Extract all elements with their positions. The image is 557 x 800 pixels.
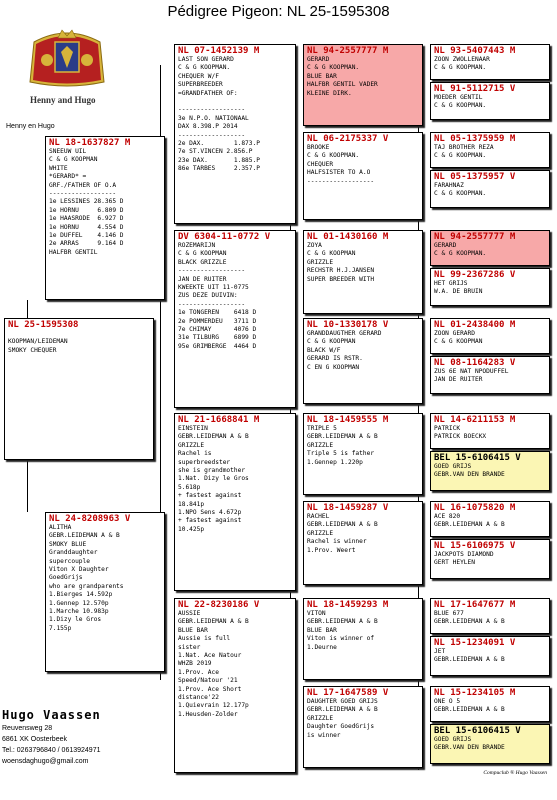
pigeon-details: BLUE 677 GEBR.LEIDEMAN A & B — [434, 610, 505, 626]
pigeon-details: EINSTEIN GEBR.LEIDEMAN A & B GRIZZLE Rachel is superbreedster she is grandmother 1.Nat. Dizy le Gros 5.618p + fastest against 18.841p 1.NPO Sens 4.672p + fastest against 10.425p — [178, 425, 249, 533]
page-title: Pédigree Pigeon: NL 25-1595308 — [167, 3, 390, 20]
ring-number: DV 6304-11-0772 V — [178, 232, 271, 242]
connector-line — [27, 460, 28, 512]
pigeon-details: ZOON GERARD C & G KOOPMAN — [434, 330, 483, 346]
pigeon-card-gen3-7[interactable] — [303, 598, 423, 680]
connector-line — [27, 300, 28, 318]
pigeon-card-subject[interactable] — [4, 318, 154, 460]
pigeon-card-gen3-8[interactable] — [303, 686, 423, 768]
pigeon-details: GERARD C & G KOOPMAN. BLUE BAR HALFBR GENTIL VADER KLEINE DIRK. — [307, 56, 378, 97]
ring-number: NL 10-1330178 V — [307, 320, 389, 330]
pigeon-card-gen4-4[interactable] — [430, 170, 550, 208]
pigeon-card-gen4-5[interactable] — [430, 230, 550, 266]
pigeon-card-gen3-3[interactable] — [303, 230, 423, 314]
ring-number: NL 18-1637827 M — [49, 138, 131, 148]
pigeon-details: TRIPLE 5 GEBR.LEIDEMAN A & B GRIZZLE Triple 5 is father 1.Gennep 1.220p — [307, 425, 378, 466]
ring-number: NL 18-1459293 M — [307, 600, 389, 610]
ring-number: NL 01-2438400 M — [434, 320, 516, 330]
pigeon-details: MOEDER GENTIL C & G KOOPMAN. — [434, 94, 487, 110]
pigeon-card-gen4-10[interactable] — [430, 451, 550, 491]
pigeon-details: GERARD C & G KOOPMAN. — [434, 242, 487, 258]
ring-number: NL 16-1075820 M — [434, 503, 516, 513]
ring-number: NL 15-1234105 M — [434, 688, 516, 698]
pigeon-details: GRANDDAUGTHER GERARD C & G KOOPMAN BLACK W/F GERARD IS RSTR. C EN G KOOPMAN — [307, 330, 382, 371]
ring-number: NL 14-6211153 M — [434, 415, 516, 425]
pigeon-details: VITON GEBR.LEIDEMAN A & B BLUE BAR Viton is winner of 1.Deurne — [307, 610, 378, 651]
pigeon-card-gen3-1[interactable] — [303, 44, 423, 126]
pigeon-card-sire-dam[interactable] — [174, 230, 296, 408]
pigeon-card-gen3-2[interactable] — [303, 132, 423, 220]
pigeon-card-gen4-15[interactable] — [430, 686, 550, 722]
pigeon-details: JACKPOTS DIAMOND GERT HEYLEN — [434, 551, 494, 567]
pigeon-details: AUSSIE GEBR.LEIDEMAN A & B BLUE BAR Aussie is full sister 1.Nat. Ace Natour WHZB 2019 1.Prov. Ace Speed/Natour '21 1.Prov. Ace Short distance'22 1.Quievrain 12.177p 1.Heusden-Zolder — [178, 610, 249, 718]
ring-number: NL 08-1164283 V — [434, 358, 516, 368]
pigeon-details: GOED GRIJS GEBR.VAN DEN BRANDE — [434, 463, 505, 479]
pigeon-details: ALITHA GEBR.LEIDEMAN A & B SMOKY BLUE Granddaughter supercouple Viton X Daughter GoedGrijs who are grandparents 1.Bierges 14.592p 1.Gennep 12.570p 1.Marche 10.983p 1.Dizy le Gros 7.155p — [49, 524, 124, 632]
ring-number: NL 18-1459555 M — [307, 415, 389, 425]
ring-number: NL 17-1647589 V — [307, 688, 389, 698]
ring-number: NL 15-1234091 V — [434, 638, 516, 648]
pigeon-card-dam-sire[interactable] — [174, 413, 296, 591]
ring-number: NL 91-5112715 V — [434, 84, 516, 94]
pigeon-details: ACE 820 GEBR.LEIDEMAN A & B — [434, 513, 505, 529]
ring-number: NL 21-1668841 M — [178, 415, 260, 425]
pigeon-card-sire[interactable] — [45, 136, 165, 300]
ring-number: NL 94-2557777 M — [307, 46, 389, 56]
pigeon-card-dam[interactable] — [45, 512, 165, 672]
pigeon-details: ZUS 6E NAT NPODUFFEL JAN DE RUITER — [434, 368, 509, 384]
credit-text: Compuclub ® Hugo Vaassen — [483, 770, 547, 776]
pigeon-card-dam-dam[interactable] — [174, 598, 296, 773]
ring-number: NL 99-2367286 V — [434, 270, 516, 280]
pigeon-details: JET GEBR.LEIDEMAN A & B — [434, 648, 505, 664]
ring-number: NL 07-1452139 M — [178, 46, 260, 56]
pigeon-card-gen4-8[interactable] — [430, 356, 550, 394]
ring-number: NL 06-2175337 V — [307, 134, 389, 144]
pigeon-details: HET GRIJS W.A. DE BRUIN — [434, 280, 483, 296]
ring-number: NL 18-1459287 V — [307, 503, 389, 513]
pigeon-card-gen3-5[interactable] — [303, 413, 423, 495]
pigeon-details: GOED GRIJS GEBR.VAN DEN BRANDE — [434, 736, 505, 752]
pigeon-card-gen3-6[interactable] — [303, 501, 423, 585]
owner-name: Hugo Vaassen — [2, 708, 101, 722]
pigeon-details: DAUGHTER GOED GRIJS GEBR.LEIDEMAN A & B GRIZZLE Daughter GoedGrijs is winner — [307, 698, 378, 739]
crest-logo-icon — [22, 20, 112, 92]
pigeon-card-gen4-11[interactable] — [430, 501, 550, 537]
ring-number: BEL 15-6106415 V — [434, 453, 521, 463]
ring-number: NL 15-6106975 V — [434, 541, 516, 551]
logo-caption: Henny and Hugo — [30, 95, 96, 105]
pigeon-card-gen4-13[interactable] — [430, 598, 550, 634]
pigeon-card-gen4-7[interactable] — [430, 318, 550, 354]
ring-number: NL 94-2557777 M — [434, 232, 516, 242]
pigeon-details: LAST SON GERARD C & G KOOPMAN. CHEQUER W/F SUPERBREEDER =GRANDFATHER OF: ------------------ 3e N.P.O. NATIONAAL DAX 8.398.P 2014 ------------------ 2e DAX. 1.873.P 7e ST.VINCEN 2.856.P 23e DAX. 1.885.P 86e TARBES 2.357.P — [178, 56, 260, 173]
pigeon-card-gen4-6[interactable] — [430, 268, 550, 306]
pigeon-details: BROOKE C & G KOOPMAN. CHEQUER HALFSISTER TO A.O ------------------ — [307, 144, 375, 185]
pigeon-card-gen4-2[interactable] — [430, 82, 550, 120]
address-street: Reuvensweg 28 — [2, 725, 53, 732]
pigeon-details: ROZEMARIJN C & G KOOPMAN BLACK GRIZZLE ------------------ JAN DE RUITER KWEEKTE UIT 11-0775 ZUS DEZE DUIVIN: ------------------ 1e TONGEREN 6418 D 2e POMMERDEU 3711 D 7e CHIMAY 4076 D 31e TILBURG 6899 D 95e GRIMBERGE 4464 D — [178, 242, 257, 350]
pigeon-card-gen3-4[interactable] — [303, 318, 423, 404]
pigeon-details: SNEEUW UIL C & G KOOPMAN WHITE *GERARD* = GRF./FATHER OF O.A ------------------ 1e LESSINES 28.365 D 1e HORNU 6.809 D 1e HAASRODE 6.927 D 1e HORNU 4.554 D 1e DUFFEL 4.146 D 2e ARRAS 9.164 D HALFBR GENTIL — [49, 148, 124, 256]
email-address[interactable]: woensdaghugo@gmail.com — [2, 758, 89, 765]
pigeon-card-sire-sire[interactable] — [174, 44, 296, 224]
address-city: 6861 XK Oosterbeek — [2, 736, 67, 743]
pigeon-card-gen4-9[interactable] — [430, 413, 550, 449]
ring-number: NL 25-1595308 — [8, 320, 79, 330]
pigeon-details: TAJ BROTHER REZA C & G KOOPMAN. — [434, 144, 494, 160]
pigeon-details: ONE O 5 GEBR.LEIDEMAN A & B — [434, 698, 505, 714]
ring-number: NL 01-1430160 M — [307, 232, 389, 242]
ring-number: NL 22-8230186 V — [178, 600, 260, 610]
phone-number: Tel.: 0263796840 / 0613924971 — [2, 747, 101, 754]
pigeon-card-gen4-12[interactable] — [430, 539, 550, 579]
pigeon-card-gen4-3[interactable] — [430, 132, 550, 168]
pigeon-details: ZOYA C & G KOOPMAN GRIZZLE RECHSTR H.J.JANSEN SUPER BREEDER WITH — [307, 242, 375, 283]
ring-number: BEL 15-6106415 V — [434, 726, 521, 736]
ring-number: NL 24-8208963 V — [49, 514, 131, 524]
pigeon-details: FARAHNAZ C & G KOOPMAN. — [434, 182, 487, 198]
pigeon-details: KOOPMAN/LEIDEMAN SMOKY CHEQUER — [8, 338, 68, 354]
pigeon-card-gen4-16[interactable] — [430, 724, 550, 764]
pigeon-details: PATRICK PATRICK BOECKX — [434, 425, 487, 441]
pigeon-card-gen4-14[interactable] — [430, 636, 550, 676]
ring-number: NL 05-1375957 V — [434, 172, 516, 182]
ring-number: NL 05-1375959 M — [434, 134, 516, 144]
owner-label: Henny en Hugo — [6, 123, 55, 130]
ring-number: NL 93-5407443 M — [434, 46, 516, 56]
pigeon-details: RACHEL GEBR.LEIDEMAN A & B GRIZZLE Rachel is winner 1.Prov. Weert — [307, 513, 378, 554]
ring-number: NL 17-1647677 M — [434, 600, 516, 610]
pigeon-details: ZOON ZWOLLENAAR C & G KOOPMAN. — [434, 56, 490, 72]
pigeon-card-gen4-1[interactable] — [430, 44, 550, 80]
